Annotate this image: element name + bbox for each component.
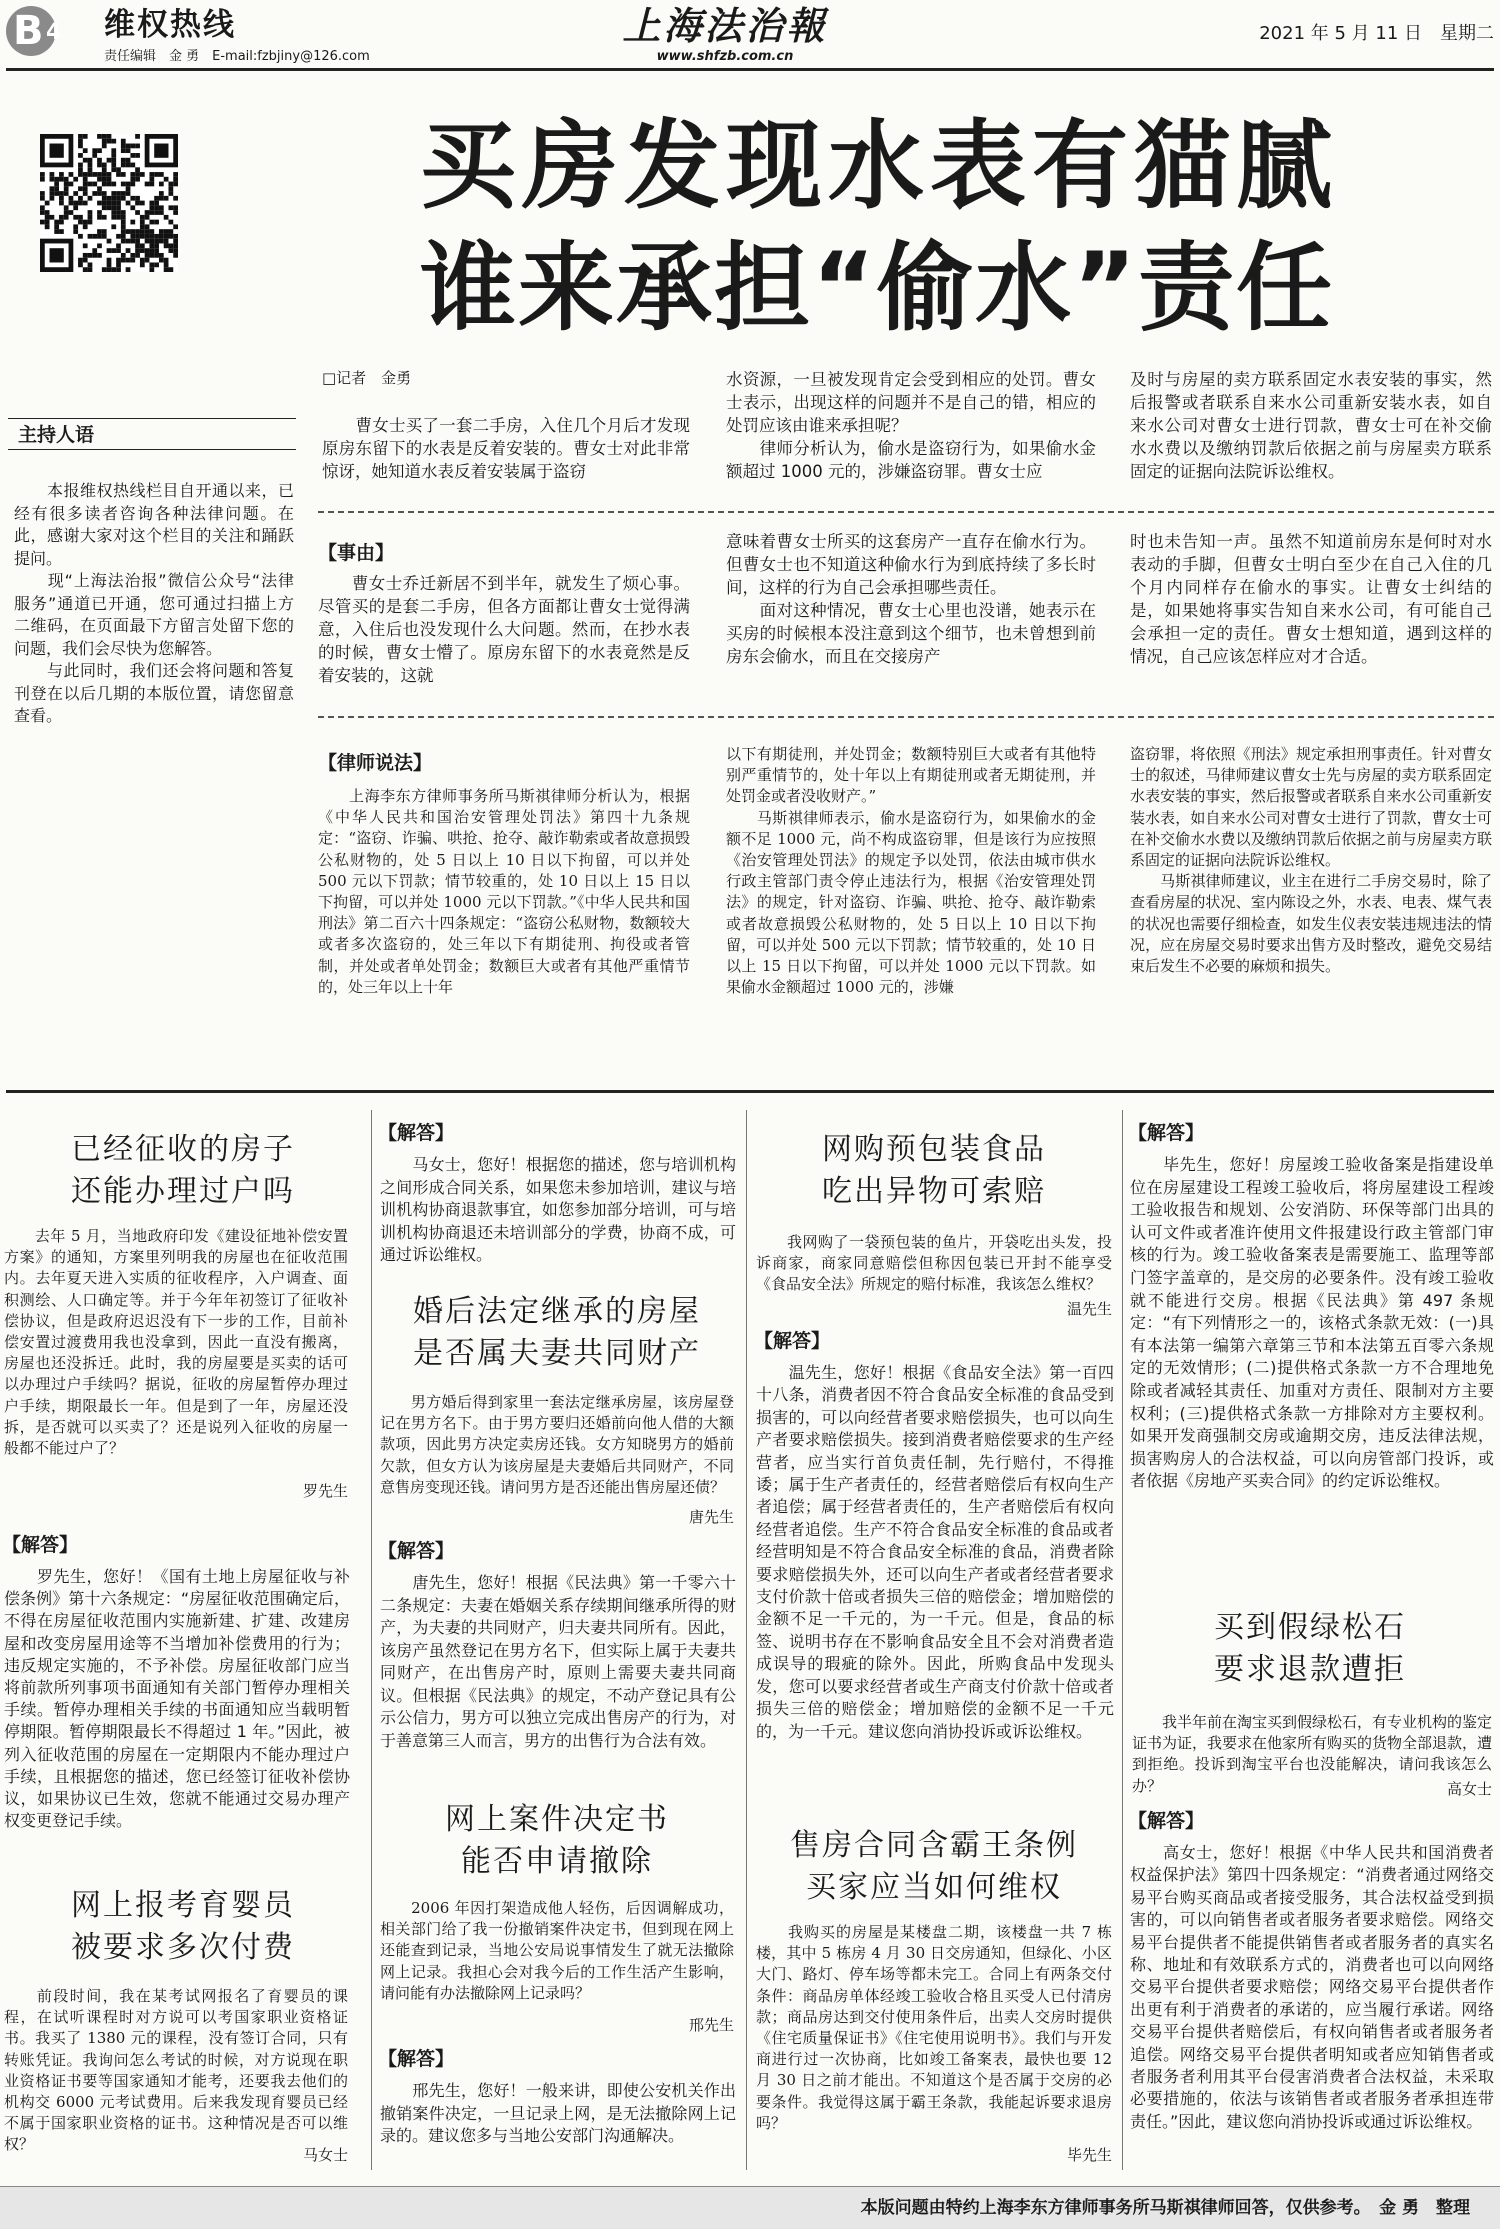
byline: □记者 金勇	[322, 369, 412, 387]
lawyer-col-3: 盗窃罪，将依照《刑法》规定承担刑事责任。针对曹女士的叙述，马律师建议曹女士先与房屋的卖方联系固定水表安装的事实，然后报警或者联系自来水公司重新安装水表，如自来水公司对曹女士进行了罚款，曹女士可在补交偷水水费以及缴纳罚款后依据之前与房屋卖方联系固定的证据向法院诉讼维权。 马斯祺律师建议，业主在进行二手房交易时，除了查看房屋的状况、室内陈设之外，水表、电表、煤气表的状况也需要仔细检查，如发生仪表安装违规违法的情况，应在房屋交易时要求出售方及时整改，避免交易结束后发生不必要的麻烦和损失。	[1130, 745, 1492, 976]
reason-tag: 【事由】	[318, 542, 395, 564]
q3-question: 男方婚后得到家里一套法定继承房屋，该房屋登记在男方名下。由于男方要归还婚前向他人借的大额款项，因此男方决定卖房还钱。女方知晓男方的婚前欠款，但女方认为该房屋是夫妻婚后共同财产，不同意售房变现还钱。请问男方是否还能出售房屋还债？	[380, 1393, 734, 1496]
q4-title-line-2: 能否申请撤除	[461, 1844, 653, 1879]
page-badge	[6, 6, 68, 56]
col-separator-3	[1122, 1110, 1123, 2170]
q2-asker: 马女士	[302, 2146, 348, 2164]
page-number: 4	[46, 20, 62, 45]
host-label: 主持人语	[18, 424, 95, 446]
q5-question: 我网购了一袋预包装的鱼片，开袋吃出头发，投诉商家，商家同意赔偿但称因包装已开封不能享受《食品安全法》所规定的赔付标准，我该怎么维权？	[756, 1233, 1112, 1294]
section-title: 维权热线	[104, 7, 236, 43]
headline-line-1: 买房发现水表有猫腻	[420, 110, 1338, 222]
lead-col-3: 及时与房屋的卖方联系固定水表安装的事实，然后报警或者联系自来水公司重新安装水表，如自来水公司对曹女士进行罚款，曹女士可在补交偷水水费以及缴纳罚款后依据之前与房屋卖方联系固定的证据向法院诉讼维权。	[1130, 370, 1492, 481]
q5-asker: 温先生	[1066, 1300, 1112, 1318]
host-note: 本报维权热线栏目自开通以来，已经有很多读者咨询各种法律问题。在此，感谢大家对这个栏目的关注和踊跃提问。 现“上海法治报”微信公众号“法律服务”通道已开通，您可通过扫描上方二维码，在页面最下方留言处留下您的问题，我们会尽快为您解答。 与此同时，我们还会将问题和答复刊登在以后几期的本版位置，请您留意查看。	[14, 481, 294, 725]
q5-title-line-2: 吃出异物可索赔	[822, 1174, 1046, 1209]
q2-answer-tag: 【解答】	[378, 1122, 455, 1144]
lawyer-tag: 【律师说法】	[318, 752, 433, 774]
q4-answer-tag: 【解答】	[378, 2048, 455, 2070]
qr-code	[40, 134, 178, 272]
q4-question: 2006 年因打架造成他人轻伤，后因调解成功，相关部门给了我一份撤销案件决定书，但到现在网上还能查到记录，当地公安局说事情发生了就无法撤除网上记录。我担心会对我今后的工作生活产生影响，请问能有办法撤除网上记录吗？	[380, 1899, 734, 2002]
q3-asker: 唐先生	[688, 1508, 734, 1526]
q7-answer: 高女士，您好！根据《中华人民共和国消费者权益保护法》第四十四条规定：“消费者通过网络交易平台购买商品或者接受服务，其合法权益受到损害的，可以向销售者或者服务者要求赔偿。网络交易平台提供者不能提供销售者或者服务者的真实名称、地址和有效联系方式的，消费者也可以向网络交易平台提供者要求赔偿；网络交易平台提供者作出更有利于消费者的承诺的，应当履行承诺。网络交易平台提供者赔偿后，有权向销售者或者服务者追偿。网络交易平台提供者明知或者应知销售者或者服务者利用其平台侵害消费者合法权益，未采取必要措施的，依法与该销售者或者服务者承担连带责任。”因此，建议您向消协投诉或通过诉讼维权。	[1130, 1843, 1494, 2131]
q5-title-line-1: 网购预包装食品	[822, 1132, 1046, 1167]
q2-title-line-2: 被要求多次付费	[71, 1930, 295, 1965]
q3-answer: 唐先生，您好！根据《民法典》第一千零六十二条规定：夫妻在婚姻关系存续期间继承所得的财产，为夫妻的共同财产，归夫妻共同所有。因此，该房产虽然登记在男方名下，但实际上属于夫妻共同财产，在出售房产时，原则上需要夫妻共同商议。但根据《民法典》的规定，不动产登记具有公示公信力，男方可以独立完成出售房产的行为，对于善意第三人而言，男方的出售行为合法有效。	[380, 1573, 736, 1750]
editor-line: 责任编辑 金 勇 E-mail:fzbjiny@126.com	[104, 49, 370, 64]
q7-title-line-2: 要求退款遭拒	[1214, 1652, 1406, 1687]
q6-question: 我购买的房屋是某楼盘二期，该楼盘一共 7 栋楼，其中 5 栋房 4 月 30 日交房通知，但绿化、小区大门、路灯、停车场等都未完工。合同上有两条交付条件：商品房单体经竣工验收合格且买受人已付清房款；商品房达到交付使用条件后，出卖人交房时提供《住宅质量保证书》《住宅使用说明书》。我们与开发商进行过一次协商，比如竣工备案表，最快也要 12 月 30 日之前才能出。不知道这个是否属于交房的必要条件。我觉得这属于霸王条款，我能起诉要求退房吗？	[756, 1923, 1117, 2132]
q7-title-line-1: 买到假绿松石	[1214, 1610, 1406, 1645]
reason-col-1: 曹女士乔迁新居不到半年，就发生了烦心事。尽管买的是套二手房，但各方面都让曹女士觉得满意，入住后也没发现什么大问题。然而，在抄水表的时候，曹女士懵了。原房东留下的水表竟然是反着安装的，这就	[318, 574, 690, 685]
q4-answer: 邢先生，您好！一般来讲，即使公安机关作出撤销案件决定，一旦记录上网，是无法撤除网上记录的。建议您多与当地公安部门沟通解决。	[380, 2081, 736, 2145]
masthead-rule	[6, 68, 1494, 71]
q6-title-line-2: 买家应当如何维权	[806, 1870, 1062, 1905]
footer-note: 本版问题由特约上海李东方律师事务所马斯祺律师回答，仅供参考。 金 勇 整理	[860, 2198, 1470, 2218]
q7-asker: 高女士	[1446, 1780, 1492, 1798]
q1-answer: 罗先生，您好！《国有土地上房屋征收与补偿条例》第十六条规定：“房屋征收范围确定后，不得在房屋征收范围内实施新建、扩建、改建房屋和改变房屋用途等不当增加补偿费用的行为；违反规定实施的，不予补偿。房屋征收部门应当将前款所列事项书面通知有关部门暂停办理相关手续。暂停办理相关手续的书面通知应当载明暂停期限。暂停期限最长不得超过 1 年。”因此，被列入征收范围的房屋在一定期限内不能办理过户手续，且根据您的描述，您已经签订征收补偿协议，如果协议已生效，您就不能通过交易办理产权变更登记手续。	[4, 1567, 350, 1831]
q6-answer-tag: 【解答】	[1128, 1122, 1205, 1144]
q5-answer-tag: 【解答】	[754, 1330, 831, 1352]
q6-title-line-1: 售房合同含霸王条例	[790, 1828, 1078, 1863]
q3-title-line-1: 婚后法定继承的房屋	[413, 1294, 701, 1329]
q2-question: 前段时间，我在某考试网报名了育婴员的课程，在试听课程时对方说可以考国家职业资格证书。我买了 1380 元的课程，没有签订合同，只有转账凭证。我询问怎么考试的时候，对方说现在职业资格证书要等国家通知才能考，还要我去他们的机构交 6000 元考试费用。后来我发现育婴员已经不属于国家职业资格的证书。这种情况是否可以维权？	[4, 1987, 348, 2154]
divider-reason	[318, 716, 1494, 718]
reason-col-2: 意味着曹女士所买的这套房产一直存在偷水行为。但曹女士也不知道这种偷水行为到底持续了多长时间，这样的行为自己会承担哪些责任。 面对这种情况，曹女士心里也没谱，她表示在买房的时候根本没注意到这个细节，也未曾想到前房东会偷水，而且在交接房产	[726, 532, 1096, 666]
paper-name: 上海法治報	[622, 3, 828, 48]
q1-asker: 罗先生	[302, 1482, 348, 1500]
col-separator-1	[371, 1110, 372, 2170]
headline-line-2: 谁来承担“偷水”责任	[420, 232, 1335, 344]
q2-answer: 马女士，您好！根据您的描述，您与培训机构之间形成合同关系，如果您未参加培训，建议与培训机构协商退款事宜，如您参加部分培训，可与培训机构协商退还未培训部分的学费，协商不成，可通过诉讼维权。	[380, 1155, 736, 1264]
page-badge-letter: B	[13, 8, 44, 54]
footer-bar	[0, 2186, 1500, 2229]
q7-question: 我半年前在淘宝买到假绿松石，有专业机构的鉴定证书为证，我要求在他家所有购买的货物全部退款，遭到拒绝。投诉到淘宝平台也没能解决，请问我该怎么办？	[1132, 1713, 1493, 1795]
col-separator-2	[746, 1110, 747, 2170]
q4-asker: 邢先生	[688, 2016, 734, 2034]
divider-lead	[318, 511, 1494, 513]
q5-answer: 温先生，您好！根据《食品安全法》第一百四十八条，消费者因不符合食品安全标准的食品受到损害的，可以向经营者要求赔偿损失，也可以向生产者要求赔偿损失。接到消费者赔偿要求的生产经营者，应当实行首负责任制，先行赔付，不得推诿；属于生产者责任的，经营者赔偿后有权向生产者追偿；属于经营者责任的，生产者赔偿后有权向经营者追偿。生产不符合食品安全标准的食品或者经营明知是不符合食品安全标准的食品，消费者除要求赔偿损失外，还可以向生产者或者经营者要求支付价款十倍或者损失三倍的赔偿金；增加赔偿的金额不足一千元的，为一千元。但是，食品的标签、说明书存在不影响食品安全且不会对消费者造成误导的瑕疵的除外。因此，所购食品中发现头发，您可以要求经营者或生产商支付价款十倍或者损失三倍的赔偿金；增加赔偿的金额不足一千元的，为一千元。建议您向消协投诉或诉讼维权。	[756, 1363, 1114, 1741]
website: www.shfzb.com.cn	[656, 49, 794, 64]
q1-question: 去年 5 月，当地政府印发《建设征地补偿安置方案》的通知，方案里列明我的房屋也在征收范围内。去年夏天进入实质的征收程序，入户调查、面积测绘、人口确定等。并于今年年初签订了征收补偿协议，但是政府迟迟没有下一步的工作，目前补偿安置过渡费用我也没拿到，因此一直没有搬离，房屋也还没拆迁。此时，我的房屋要是买卖的话可以办理过户手续吗？据说，征收的房屋暂停办理过户手续，期限最长一年。但是到了一年，房屋还没拆，是否就可以买卖了？还是说列入征收的房屋一般都不能过户了？	[4, 1227, 348, 1458]
divider-main	[6, 1090, 1494, 1093]
q2-title-line-1: 网上报考育婴员	[71, 1888, 295, 1923]
q3-answer-tag: 【解答】	[378, 1540, 455, 1562]
reason-col-3: 时也未告知一声。虽然不知道前房东是何时对水表动的手脚，但曹女士明白至少在自己入住的几个月内同样存在偷水的事实。让曹女士纠结的是，如果她将事实告知自来水公司，有可能自己会承担一定的责任。曹女士想知道，遇到这样的情况，自己应该怎样应对才合适。	[1130, 532, 1492, 666]
q3-title-line-2: 是否属夫妻共同财产	[413, 1336, 701, 1371]
q1-answer-tag: 【解答】	[2, 1534, 79, 1556]
q1-title-line-1: 已经征收的房子	[71, 1132, 295, 1167]
q7-answer-tag: 【解答】	[1128, 1810, 1205, 1832]
lead-col-1: 曹女士买了一套二手房，入住几个月后才发现原房东留下的水表是反着安装的。曹女士对此非常惊讶，她知道水表反着安装属于盗窃	[322, 416, 690, 481]
lead-col-2: 水资源，一旦被发现肯定会受到相应的处罚。曹女士表示，出现这样的问题并不是自己的错，相应的处罚应该由谁来承担呢？ 律师分析认为，偷水是盗窃行为，如果偷水金额超过 1000 元的，涉嫌盗窃罪。曹女士应	[726, 370, 1096, 481]
lawyer-col-2: 以下有期徒刑，并处罚金；数额特别巨大或者有其他特别严重情节的，处十年以上有期徒刑或者无期徒刑，并处罚金或者没收财产。” 马斯祺律师表示，偷水是盗窃行为，如果偷水的金额不足 1000 元，尚不构成盗窃罪，但是该行为应按照《治安管理处罚法》的规定予以处罚，依法由城市供水行政主管部门责令停止违法行为，根据《治安管理处罚法》的规定，针对盗窃、诈骗、哄抢、抢夺、敲诈勒索或者故意损毁公私财物的，处 5 日以上 10 日以下拘留，可以并处 500 元以下罚款；情节较重的，处 10 日以上 15 日以下拘留，可以并处 1000 元以下罚款。如果偷水金额超过 1000 元的，涉嫌	[726, 745, 1096, 997]
lawyer-col-1: 上海李东方律师事务所马斯祺律师分析认为，根据《中华人民共和国治安管理处罚法》第四十九条规定：“盗窃、诈骗、哄抢、抢夺、敲诈勒索或者故意损毁公私财物的，处 5 日以上 10 日以下拘留，可以并处 500 元以下罚款；情节较重的，处 10 日以上 15 日以下拘留，可以并处 1000 元以下罚款。”《中华人民共和国刑法》第二百六十四条规定：“盗窃公私财物，数额较大或者多次盗窃的，处三年以下有期徒刑、拘役或者管制，并处或者单处罚金；数额巨大或者有其他严重情节的，处三年以上十年	[318, 787, 695, 996]
q6-answer: 毕先生，您好！房屋竣工验收备案是指建设单位在房屋建设工程竣工验收后，将房屋建设工程竣工验收报告和规划、公安消防、环保等部门出具的认可文件或者准许使用文件报建设行政主管部门审核的行为。竣工验收备案表是需要施工、监理等部门签字盖章的，是交房的必要条件。没有竣工验收就不能进行交房。根据《民法典》第 497 条规定：“有下列情形之一的，该格式条款无效：(一)具有本法第一编第六章第三节和本法第五百零六条规定的无效情形；(二)提供格式条款一方不合理地免除或者减轻其责任、加重对方责任、限制对方主要权利；(三)提供格式条款一方排除对方主要权利。如果开发商强制交房或逾期交房，违反法律法规，损害购房人的合法权益，可以向房管部门投诉，或者依据《房地产买卖合同》的约定诉讼维权。	[1130, 1155, 1494, 1491]
q6-asker: 毕先生	[1066, 2146, 1112, 2164]
issue-date: 2021 年 5 月 11 日 星期二	[1259, 23, 1494, 44]
q4-title-line-1: 网上案件决定书	[445, 1802, 669, 1837]
host-header	[8, 418, 296, 450]
q1-title-line-2: 还能办理过户吗	[71, 1174, 295, 1209]
